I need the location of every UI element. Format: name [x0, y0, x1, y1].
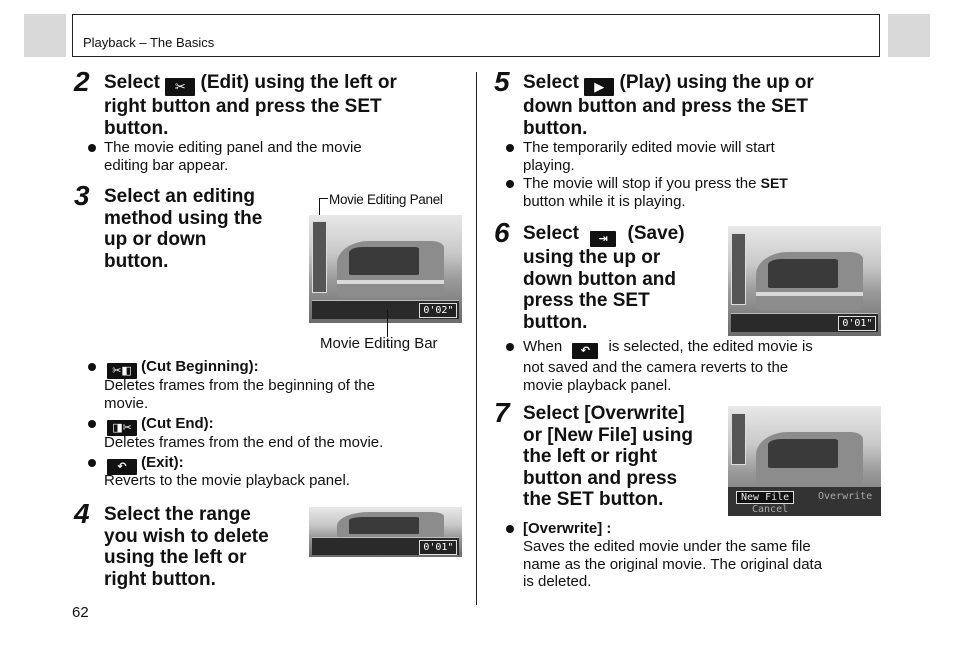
- step-6-number: 6: [494, 217, 510, 248]
- step-3-heading: [104, 186, 304, 272]
- step-7-heading: [523, 403, 723, 511]
- overwrite-desc: [523, 538, 883, 591]
- step-6-b-pre: When: [523, 338, 563, 355]
- step-5-b1-l2: playing.: [523, 156, 575, 174]
- step-5-bullet-2: [523, 175, 883, 210]
- train-window: [768, 259, 838, 288]
- panel-callout-h: [319, 198, 328, 199]
- step-5-b2-l2: button while it is playing.: [523, 192, 686, 210]
- step-3-number: 3: [74, 180, 90, 211]
- bullet-dot: [88, 459, 96, 467]
- step-2-bullet: [104, 139, 464, 174]
- edit-scissors-icon: ✂: [165, 78, 195, 96]
- screen-editing-panel: [309, 215, 462, 323]
- page-number: 62: [72, 604, 89, 621]
- save-icon: ⇥: [590, 231, 616, 247]
- train-window: [349, 517, 419, 534]
- step-7-line5: the SET button.: [523, 489, 664, 510]
- overwrite-desc-l2: name as the original movie. The original data: [523, 555, 823, 573]
- step-7-line1: Select [Overwrite]: [523, 403, 685, 424]
- step-2-line2: right button and press the SET: [104, 96, 382, 117]
- bullet-dot: [506, 343, 514, 351]
- save-menu: [728, 487, 881, 516]
- cut-beginning-desc-l1: Deletes frames from the beginning of the: [104, 377, 375, 394]
- step-6-line5: button.: [523, 311, 588, 333]
- overwrite-desc-l1: Saves the edited movie under the same file: [523, 538, 811, 555]
- exit-desc: Reverts to the movie playback panel.: [104, 472, 350, 489]
- overwrite-title: [Overwrite] :: [523, 520, 612, 537]
- set-keyword: SET: [760, 175, 788, 191]
- step-4-line1: Select the range: [104, 504, 251, 525]
- step-5-line3: button.: [523, 117, 588, 139]
- cut-beginning-desc: [104, 377, 444, 412]
- header-box: [72, 14, 880, 57]
- bullet-dot: [506, 180, 514, 188]
- step-5-pre: Select: [523, 72, 579, 93]
- bullet-dot: [88, 144, 96, 152]
- bullet-dot: [506, 144, 514, 152]
- train-window: [768, 439, 838, 468]
- step-4-line3: using the left or: [104, 547, 247, 568]
- step-5-b1-l1: The temporarily edited movie will start: [523, 139, 775, 156]
- bullet-dot: [88, 363, 96, 371]
- screen-range-select: [309, 507, 462, 557]
- step-2-heading: [104, 72, 464, 139]
- section-title: Playback – The Basics: [83, 35, 215, 50]
- step-2-post: (Edit) using the left or: [200, 72, 397, 93]
- right-page-tab: [888, 14, 930, 57]
- step-5-number: 5: [494, 66, 510, 97]
- step-2-bullet-l1: The movie editing panel and the movie: [104, 139, 362, 156]
- overwrite-desc-l3: is deleted.: [523, 573, 592, 590]
- exit-return-icon: ↶: [107, 459, 137, 475]
- screen-overwrite-menu: [728, 406, 881, 516]
- step-7-line4: button and press: [523, 467, 678, 489]
- exit-return-icon: ↶: [572, 343, 598, 359]
- step-4-number: 4: [74, 498, 90, 529]
- step-5-post: (Play) using the up or: [619, 72, 814, 93]
- step-6-b-l2: not saved and the camera reverts to the: [523, 359, 789, 376]
- editing-panel: [731, 413, 746, 466]
- step-6-line4: press the SET: [523, 290, 650, 311]
- bullet-dot: [506, 525, 514, 533]
- train-stripe: [337, 280, 444, 284]
- exit-title: (Exit):: [141, 454, 184, 471]
- cancel-option: Cancel: [752, 504, 789, 516]
- step-5-bullet-1: [523, 139, 883, 174]
- bar-callout-v: [387, 310, 388, 337]
- editing-panel: [731, 233, 746, 306]
- time-readout: 0'01": [838, 316, 876, 331]
- step-2-number: 2: [74, 66, 90, 97]
- left-page-tab: [24, 14, 66, 57]
- step-4-heading: [104, 504, 304, 590]
- step-2-bullet-l2: editing bar appear.: [104, 156, 229, 174]
- movie-editing-bar-label: Movie Editing Bar: [320, 335, 438, 352]
- step-3-line2: method using the: [104, 207, 263, 229]
- step-6-line2: using the up or: [523, 247, 661, 268]
- step-6-heading: [523, 223, 723, 333]
- step-5-heading: [523, 72, 883, 139]
- cut-end-icon: ◨✂: [107, 420, 137, 436]
- time-readout: 0'02": [419, 303, 457, 318]
- bullet-dot: [88, 420, 96, 428]
- step-4-line2: you wish to delete: [104, 525, 269, 547]
- step-5-line2: down button and press the SET: [523, 96, 808, 117]
- step-2-line3: button.: [104, 117, 169, 139]
- column-divider: [476, 72, 477, 605]
- play-icon: ▶: [584, 78, 614, 96]
- step-7-number: 7: [494, 397, 510, 428]
- step-7-line3: the left or right: [523, 446, 658, 467]
- cut-beginning-title: (Cut Beginning):: [141, 358, 259, 375]
- step-3-line3: up or down: [104, 229, 207, 250]
- step-3-line1: Select an editing: [104, 186, 255, 207]
- step-6-post: (Save): [627, 223, 685, 244]
- step-2-pre: Select: [104, 72, 160, 93]
- screen-save: [728, 226, 881, 336]
- step-6-line3: down button and: [523, 268, 677, 290]
- step-6-pre: Select: [523, 223, 579, 244]
- step-6-b-post: is selected, the edited movie is: [608, 338, 813, 355]
- train-stripe: [756, 292, 863, 296]
- cut-beginning-desc-l2: movie.: [104, 394, 149, 412]
- step-7-line2: or [New File] using: [523, 424, 693, 446]
- step-6-b-l3: movie playback panel.: [523, 376, 672, 394]
- movie-editing-panel-label: Movie Editing Panel: [329, 192, 443, 207]
- time-readout: 0'01": [419, 540, 457, 555]
- overwrite-option: Overwrite: [818, 491, 873, 503]
- step-3-line4: button.: [104, 250, 169, 272]
- cut-end-title: (Cut End):: [141, 415, 214, 432]
- step-6-bullet: [523, 338, 873, 394]
- train-window: [349, 247, 419, 275]
- editing-panel: [312, 221, 327, 292]
- cut-end-desc: Deletes frames from the end of the movie.: [104, 434, 384, 451]
- new-file-option: New File: [736, 491, 794, 504]
- cut-beginning-icon: ✂◧: [107, 363, 137, 379]
- step-5-b2-l1: The movie will stop if you press the: [523, 175, 757, 192]
- step-4-line4: right button.: [104, 568, 216, 590]
- item-cut-beginning: [107, 358, 447, 379]
- item-cut-end: [107, 415, 214, 436]
